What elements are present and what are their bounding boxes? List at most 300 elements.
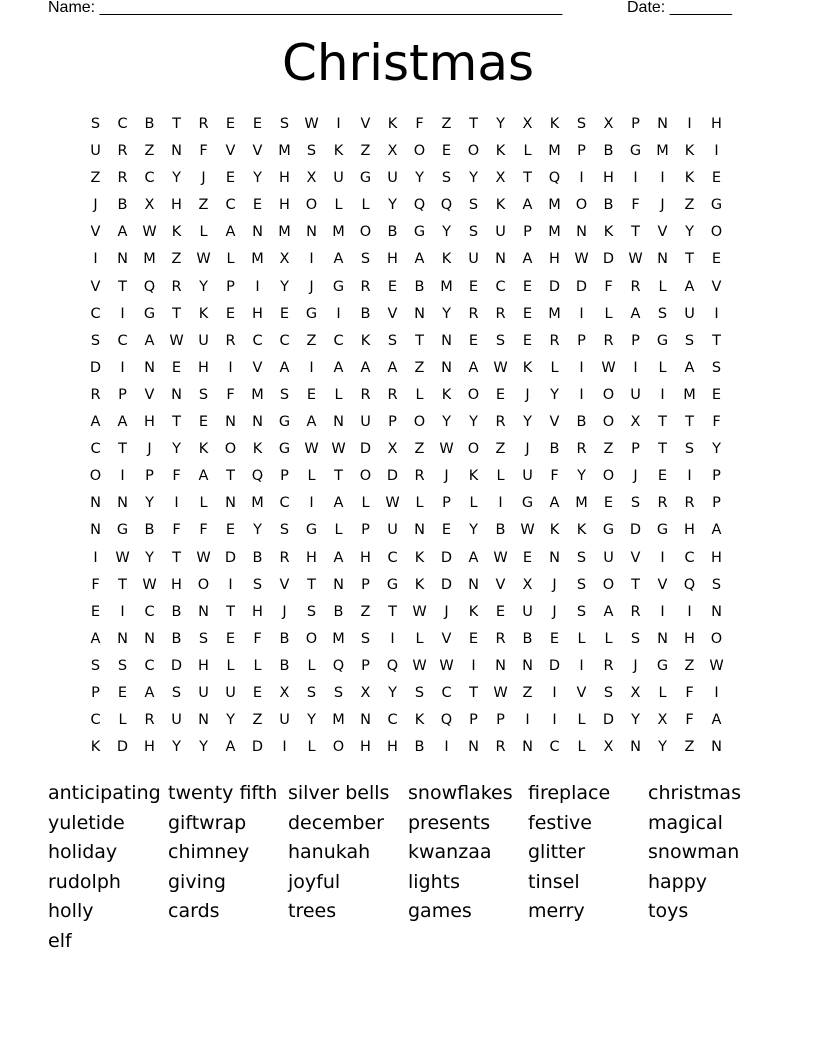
grid-letter[interactable]: B <box>603 197 614 214</box>
grid-letter[interactable]: E <box>549 630 560 647</box>
grid-letter[interactable]: R <box>117 143 128 160</box>
grid-letter[interactable]: X <box>306 170 317 187</box>
grid-letter[interactable]: E <box>225 522 236 539</box>
grid-letter[interactable]: K <box>468 603 479 620</box>
grid-letter[interactable]: S <box>387 332 398 349</box>
grid-letter[interactable]: O <box>467 143 480 160</box>
grid-letter[interactable]: C <box>495 278 506 295</box>
grid-letter[interactable]: L <box>658 684 667 701</box>
grid-letter[interactable]: R <box>360 386 371 403</box>
grid-letter[interactable]: A <box>117 414 128 431</box>
grid-letter[interactable]: K <box>198 305 209 322</box>
grid-letter[interactable]: N <box>90 495 101 512</box>
grid-letter[interactable]: W <box>439 441 454 458</box>
grid-letter[interactable]: P <box>577 143 586 160</box>
grid-letter[interactable]: O <box>575 197 588 214</box>
grid-letter[interactable]: L <box>469 495 478 512</box>
grid-letter[interactable]: X <box>144 197 155 214</box>
grid-letter[interactable]: O <box>710 224 723 241</box>
grid-letter[interactable]: Q <box>548 170 561 187</box>
grid-letter[interactable]: E <box>468 332 479 349</box>
grid-letter[interactable]: S <box>468 197 479 214</box>
grid-letter[interactable]: B <box>522 630 533 647</box>
grid-letter[interactable]: W <box>115 549 130 566</box>
grid-letter[interactable]: K <box>333 143 344 160</box>
grid-letter[interactable]: L <box>307 739 316 756</box>
grid-letter[interactable]: R <box>603 332 614 349</box>
grid-letter[interactable]: L <box>199 224 208 241</box>
grid-letter[interactable]: I <box>282 739 287 756</box>
grid-letter[interactable]: V <box>576 684 587 701</box>
grid-letter[interactable]: S <box>279 522 290 539</box>
grid-letter[interactable]: A <box>198 468 209 485</box>
grid-letter[interactable]: X <box>522 116 533 132</box>
grid-letter[interactable]: N <box>657 630 668 647</box>
date-field-label[interactable]: Date: _______ <box>627 0 732 16</box>
grid-letter[interactable]: R <box>495 414 506 431</box>
grid-letter[interactable]: A <box>468 359 479 376</box>
grid-letter[interactable]: L <box>199 495 208 512</box>
grid-letter[interactable]: N <box>549 549 560 566</box>
grid-letter[interactable]: A <box>144 332 155 349</box>
grid-letter[interactable]: W <box>574 251 589 268</box>
grid-letter[interactable]: V <box>387 305 398 322</box>
grid-letter[interactable]: B <box>171 630 182 647</box>
grid-letter[interactable]: L <box>496 468 505 485</box>
grid-letter[interactable]: S <box>684 441 695 458</box>
grid-letter[interactable]: H <box>252 305 263 322</box>
grid-letter[interactable]: P <box>145 468 154 485</box>
grid-letter[interactable]: Y <box>172 441 181 458</box>
name-field-label[interactable]: Name: ____________________________________________________ <box>48 0 563 16</box>
grid-letter[interactable]: Y <box>631 712 640 729</box>
grid-letter[interactable]: J <box>309 278 314 295</box>
grid-letter[interactable]: E <box>252 116 263 132</box>
grid-letter[interactable]: X <box>630 684 641 701</box>
grid-letter[interactable]: L <box>361 197 370 214</box>
grid-letter[interactable]: Y <box>253 522 262 539</box>
grid-letter[interactable]: H <box>306 549 317 566</box>
grid-letter[interactable]: M <box>683 386 696 403</box>
grid-letter[interactable]: F <box>199 143 208 160</box>
grid-letter[interactable]: S <box>630 495 641 512</box>
grid-letter[interactable]: E <box>252 197 263 214</box>
grid-letter[interactable]: N <box>522 739 533 756</box>
grid-letter[interactable]: I <box>579 170 584 187</box>
grid-letter[interactable]: S <box>333 684 344 701</box>
grid-letter[interactable]: R <box>576 441 587 458</box>
grid-letter[interactable]: N <box>225 495 236 512</box>
grid-letter[interactable]: Y <box>469 522 478 539</box>
grid-letter[interactable]: I <box>660 603 665 620</box>
grid-letter[interactable]: A <box>225 224 236 241</box>
grid-letter[interactable]: B <box>387 224 398 241</box>
grid-letter[interactable]: D <box>602 251 615 268</box>
grid-letter[interactable]: L <box>550 359 559 376</box>
grid-letter[interactable]: N <box>144 630 155 647</box>
grid-letter[interactable]: E <box>522 332 533 349</box>
grid-letter[interactable]: L <box>334 522 343 539</box>
grid-letter[interactable]: S <box>711 359 722 376</box>
grid-letter[interactable]: I <box>93 251 98 268</box>
grid-letter[interactable]: V <box>90 224 101 241</box>
grid-letter[interactable]: D <box>251 739 264 756</box>
grid-letter[interactable]: L <box>604 305 613 322</box>
grid-letter[interactable]: M <box>440 278 453 295</box>
grid-letter[interactable]: S <box>90 116 101 132</box>
grid-letter[interactable]: N <box>711 603 722 620</box>
grid-letter[interactable]: O <box>710 630 723 647</box>
grid-letter[interactable]: A <box>225 739 236 756</box>
grid-letter[interactable]: S <box>306 143 317 160</box>
grid-letter[interactable]: V <box>144 386 155 403</box>
grid-letter[interactable]: B <box>360 305 371 322</box>
grid-letter[interactable]: N <box>333 576 344 593</box>
grid-letter[interactable]: U <box>522 468 533 485</box>
grid-letter[interactable]: G <box>305 522 318 539</box>
grid-letter[interactable]: G <box>521 495 534 512</box>
grid-letter[interactable]: I <box>552 684 557 701</box>
grid-letter[interactable]: U <box>171 712 182 729</box>
grid-letter[interactable]: T <box>307 576 316 593</box>
grid-letter[interactable]: S <box>495 332 506 349</box>
grid-letter[interactable]: X <box>279 684 290 701</box>
grid-letter[interactable]: Y <box>172 739 181 756</box>
grid-letter[interactable]: L <box>253 657 262 674</box>
grid-letter[interactable]: X <box>603 739 614 756</box>
grid-letter[interactable]: J <box>147 441 152 458</box>
grid-letter[interactable]: R <box>549 332 560 349</box>
grid-letter[interactable]: A <box>360 359 371 376</box>
grid-letter[interactable]: L <box>334 386 343 403</box>
grid-letter[interactable]: F <box>604 278 613 295</box>
grid-letter[interactable]: N <box>198 712 209 729</box>
grid-letter[interactable]: D <box>548 657 561 674</box>
grid-letter[interactable]: K <box>468 468 479 485</box>
grid-letter[interactable]: O <box>359 468 372 485</box>
grid-letter[interactable]: G <box>629 143 642 160</box>
grid-letter[interactable]: U <box>198 332 209 349</box>
grid-letter[interactable]: I <box>714 305 719 322</box>
grid-letter[interactable]: Z <box>603 441 614 458</box>
grid-letter[interactable]: N <box>360 712 371 729</box>
grid-letter[interactable]: F <box>415 116 424 132</box>
grid-letter[interactable]: T <box>172 414 181 431</box>
grid-letter[interactable]: E <box>711 251 722 268</box>
grid-letter[interactable]: O <box>305 630 318 647</box>
grid-letter[interactable]: K <box>414 712 425 729</box>
grid-letter[interactable]: V <box>630 549 641 566</box>
grid-letter[interactable]: Z <box>684 739 695 756</box>
grid-letter[interactable]: Z <box>90 170 101 187</box>
grid-letter[interactable]: S <box>603 684 614 701</box>
grid-letter[interactable]: F <box>550 468 559 485</box>
grid-letter[interactable]: P <box>469 712 478 729</box>
grid-letter[interactable]: T <box>172 549 181 566</box>
grid-letter[interactable]: N <box>468 576 479 593</box>
grid-letter[interactable]: T <box>631 224 640 241</box>
grid-letter[interactable]: I <box>660 549 665 566</box>
grid-letter[interactable]: E <box>279 305 290 322</box>
grid-letter[interactable]: H <box>360 739 371 756</box>
grid-letter[interactable]: C <box>441 684 452 701</box>
grid-letter[interactable]: P <box>91 684 100 701</box>
grid-letter[interactable]: H <box>252 603 263 620</box>
grid-letter[interactable]: W <box>142 576 157 593</box>
grid-letter[interactable]: H <box>711 549 722 566</box>
grid-letter[interactable]: X <box>522 576 533 593</box>
grid-letter[interactable]: C <box>117 332 128 349</box>
grid-letter[interactable]: R <box>279 549 290 566</box>
grid-letter[interactable]: G <box>143 305 156 322</box>
grid-letter[interactable]: Y <box>658 739 667 756</box>
grid-letter[interactable]: O <box>332 739 345 756</box>
grid-letter[interactable]: W <box>709 657 724 674</box>
grid-letter[interactable]: W <box>493 359 508 376</box>
grid-letter[interactable]: U <box>225 684 236 701</box>
grid-letter[interactable]: V <box>279 576 290 593</box>
grid-letter[interactable]: I <box>255 278 260 295</box>
grid-letter[interactable]: R <box>630 278 641 295</box>
grid-letter[interactable]: E <box>225 630 236 647</box>
grid-letter[interactable]: E <box>495 603 506 620</box>
grid-letter[interactable]: I <box>579 305 584 322</box>
grid-letter[interactable]: L <box>226 657 235 674</box>
grid-letter[interactable]: M <box>332 224 345 241</box>
grid-letter[interactable]: G <box>278 441 291 458</box>
grid-letter[interactable]: W <box>142 224 157 241</box>
grid-letter[interactable]: T <box>712 332 721 349</box>
grid-letter[interactable]: S <box>468 224 479 241</box>
grid-letter[interactable]: K <box>171 224 182 241</box>
grid-letter[interactable]: S <box>657 305 668 322</box>
grid-letter[interactable]: S <box>441 170 452 187</box>
grid-letter[interactable]: F <box>226 386 235 403</box>
grid-letter[interactable]: M <box>278 143 291 160</box>
grid-letter[interactable]: W <box>493 684 508 701</box>
grid-letter[interactable]: D <box>548 278 561 295</box>
grid-letter[interactable]: X <box>387 143 398 160</box>
grid-letter[interactable]: A <box>90 414 101 431</box>
grid-letter[interactable]: C <box>684 549 695 566</box>
grid-letter[interactable]: C <box>90 305 101 322</box>
grid-letter[interactable]: O <box>467 386 480 403</box>
grid-letter[interactable]: Y <box>442 305 451 322</box>
grid-letter[interactable]: M <box>332 712 345 729</box>
grid-letter[interactable]: H <box>387 251 398 268</box>
grid-letter[interactable]: N <box>657 251 668 268</box>
grid-letter[interactable]: Y <box>496 116 505 132</box>
grid-letter[interactable]: Y <box>253 170 262 187</box>
grid-letter[interactable]: K <box>603 224 614 241</box>
grid-letter[interactable]: R <box>144 712 155 729</box>
grid-letter[interactable]: T <box>118 441 127 458</box>
grid-letter[interactable]: I <box>228 576 233 593</box>
grid-letter[interactable]: P <box>118 386 127 403</box>
grid-letter[interactable]: J <box>444 468 449 485</box>
grid-letter[interactable]: E <box>522 305 533 322</box>
grid-letter[interactable]: E <box>468 630 479 647</box>
grid-letter[interactable]: G <box>116 522 129 539</box>
grid-letter[interactable]: Q <box>440 197 453 214</box>
grid-letter[interactable]: X <box>387 441 398 458</box>
grid-letter[interactable]: R <box>90 386 101 403</box>
grid-letter[interactable]: I <box>633 359 638 376</box>
grid-letter[interactable]: N <box>90 522 101 539</box>
grid-letter[interactable]: J <box>282 603 287 620</box>
grid-letter[interactable]: L <box>658 359 667 376</box>
grid-letter[interactable]: W <box>412 657 427 674</box>
grid-letter[interactable]: N <box>522 657 533 674</box>
grid-letter[interactable]: L <box>226 251 235 268</box>
grid-letter[interactable]: Z <box>684 657 695 674</box>
grid-letter[interactable]: T <box>469 684 478 701</box>
grid-letter[interactable]: M <box>251 251 264 268</box>
grid-letter[interactable]: Y <box>226 712 235 729</box>
grid-letter[interactable]: Q <box>440 712 453 729</box>
grid-letter[interactable]: E <box>306 386 317 403</box>
grid-letter[interactable]: N <box>225 414 236 431</box>
grid-letter[interactable]: Y <box>469 414 478 431</box>
grid-letter[interactable]: I <box>579 359 584 376</box>
grid-letter[interactable]: K <box>522 359 533 376</box>
grid-letter[interactable]: J <box>444 603 449 620</box>
grid-letter[interactable]: N <box>306 224 317 241</box>
grid-letter[interactable]: X <box>630 414 641 431</box>
grid-letter[interactable]: A <box>306 414 317 431</box>
grid-letter[interactable]: N <box>144 359 155 376</box>
grid-letter[interactable]: S <box>360 251 371 268</box>
grid-letter[interactable]: C <box>90 712 101 729</box>
grid-letter[interactable]: N <box>171 143 182 160</box>
grid-letter[interactable]: I <box>390 630 395 647</box>
grid-letter[interactable]: U <box>495 224 506 241</box>
grid-letter[interactable]: P <box>523 224 532 241</box>
grid-letter[interactable]: M <box>278 224 291 241</box>
grid-letter[interactable]: S <box>198 386 209 403</box>
grid-letter[interactable]: L <box>307 657 316 674</box>
grid-letter[interactable]: E <box>441 143 452 160</box>
grid-letter[interactable]: Y <box>199 278 208 295</box>
grid-letter[interactable]: I <box>309 495 314 512</box>
grid-letter[interactable]: N <box>711 739 722 756</box>
grid-letter[interactable]: S <box>684 332 695 349</box>
grid-letter[interactable]: T <box>658 441 667 458</box>
grid-letter[interactable]: M <box>143 251 156 268</box>
grid-letter[interactable]: P <box>631 332 640 349</box>
grid-letter[interactable]: C <box>144 657 155 674</box>
grid-letter[interactable]: T <box>658 414 667 431</box>
grid-letter[interactable]: A <box>414 251 425 268</box>
grid-letter[interactable]: T <box>226 603 235 620</box>
grid-letter[interactable]: R <box>198 116 209 132</box>
grid-letter[interactable]: E <box>225 116 236 132</box>
grid-letter[interactable]: D <box>440 549 453 566</box>
grid-letter[interactable]: I <box>93 549 98 566</box>
grid-letter[interactable]: T <box>118 576 127 593</box>
grid-letter[interactable]: I <box>498 495 503 512</box>
grid-letter[interactable]: K <box>387 116 398 132</box>
grid-letter[interactable]: E <box>711 386 722 403</box>
grid-letter[interactable]: V <box>657 576 668 593</box>
grid-letter[interactable]: C <box>549 739 560 756</box>
grid-letter[interactable]: G <box>332 278 345 295</box>
grid-letter[interactable]: T <box>118 278 127 295</box>
grid-letter[interactable]: E <box>252 684 263 701</box>
grid-letter[interactable]: E <box>171 359 182 376</box>
grid-letter[interactable]: C <box>387 549 398 566</box>
grid-letter[interactable]: D <box>170 657 183 674</box>
grid-letter[interactable]: F <box>172 468 181 485</box>
grid-letter[interactable]: N <box>576 224 587 241</box>
grid-letter[interactable]: A <box>117 224 128 241</box>
grid-letter[interactable]: J <box>525 441 530 458</box>
grid-letter[interactable]: L <box>577 739 586 756</box>
grid-letter[interactable]: A <box>711 522 722 539</box>
grid-letter[interactable]: R <box>495 739 506 756</box>
grid-letter[interactable]: Z <box>414 441 425 458</box>
grid-letter[interactable]: I <box>687 603 692 620</box>
grid-letter[interactable]: K <box>360 332 371 349</box>
grid-letter[interactable]: Y <box>685 224 694 241</box>
grid-letter[interactable]: E <box>441 522 452 539</box>
grid-letter[interactable]: H <box>279 197 290 214</box>
grid-letter[interactable]: P <box>388 414 397 431</box>
grid-letter[interactable]: L <box>577 712 586 729</box>
grid-letter[interactable]: J <box>525 386 530 403</box>
grid-letter[interactable]: M <box>548 305 561 322</box>
grid-letter[interactable]: K <box>441 386 452 403</box>
grid-letter[interactable]: U <box>630 386 641 403</box>
grid-letter[interactable]: H <box>360 549 371 566</box>
grid-letter[interactable]: M <box>575 495 588 512</box>
grid-letter[interactable]: D <box>386 468 399 485</box>
grid-letter[interactable]: T <box>226 468 235 485</box>
grid-letter[interactable]: J <box>633 657 638 674</box>
grid-letter[interactable]: E <box>117 684 128 701</box>
grid-letter[interactable]: P <box>496 712 505 729</box>
grid-letter[interactable]: V <box>657 224 668 241</box>
grid-letter[interactable]: A <box>279 359 290 376</box>
grid-letter[interactable]: E <box>522 549 533 566</box>
grid-letter[interactable]: N <box>117 495 128 512</box>
grid-letter[interactable]: W <box>493 549 508 566</box>
grid-letter[interactable]: V <box>711 278 722 295</box>
grid-letter[interactable]: S <box>90 332 101 349</box>
grid-letter[interactable]: W <box>304 116 319 132</box>
grid-letter[interactable]: A <box>549 495 560 512</box>
grid-letter[interactable]: U <box>333 170 344 187</box>
grid-letter[interactable]: E <box>225 305 236 322</box>
grid-letter[interactable]: N <box>414 305 425 322</box>
grid-letter[interactable]: I <box>525 712 530 729</box>
grid-letter[interactable]: L <box>523 143 532 160</box>
grid-letter[interactable]: I <box>120 603 125 620</box>
grid-letter[interactable]: P <box>361 657 370 674</box>
grid-letter[interactable]: Z <box>198 197 209 214</box>
grid-letter[interactable]: J <box>93 197 98 214</box>
grid-letter[interactable]: B <box>279 657 290 674</box>
grid-letter[interactable]: S <box>576 549 587 566</box>
grid-letter[interactable]: J <box>633 468 638 485</box>
grid-letter[interactable]: R <box>630 603 641 620</box>
grid-letter[interactable]: F <box>712 414 721 431</box>
grid-letter[interactable]: L <box>415 386 424 403</box>
grid-letter[interactable]: G <box>602 522 615 539</box>
grid-letter[interactable]: M <box>656 143 669 160</box>
grid-letter[interactable]: I <box>120 359 125 376</box>
grid-letter[interactable]: Y <box>469 170 478 187</box>
